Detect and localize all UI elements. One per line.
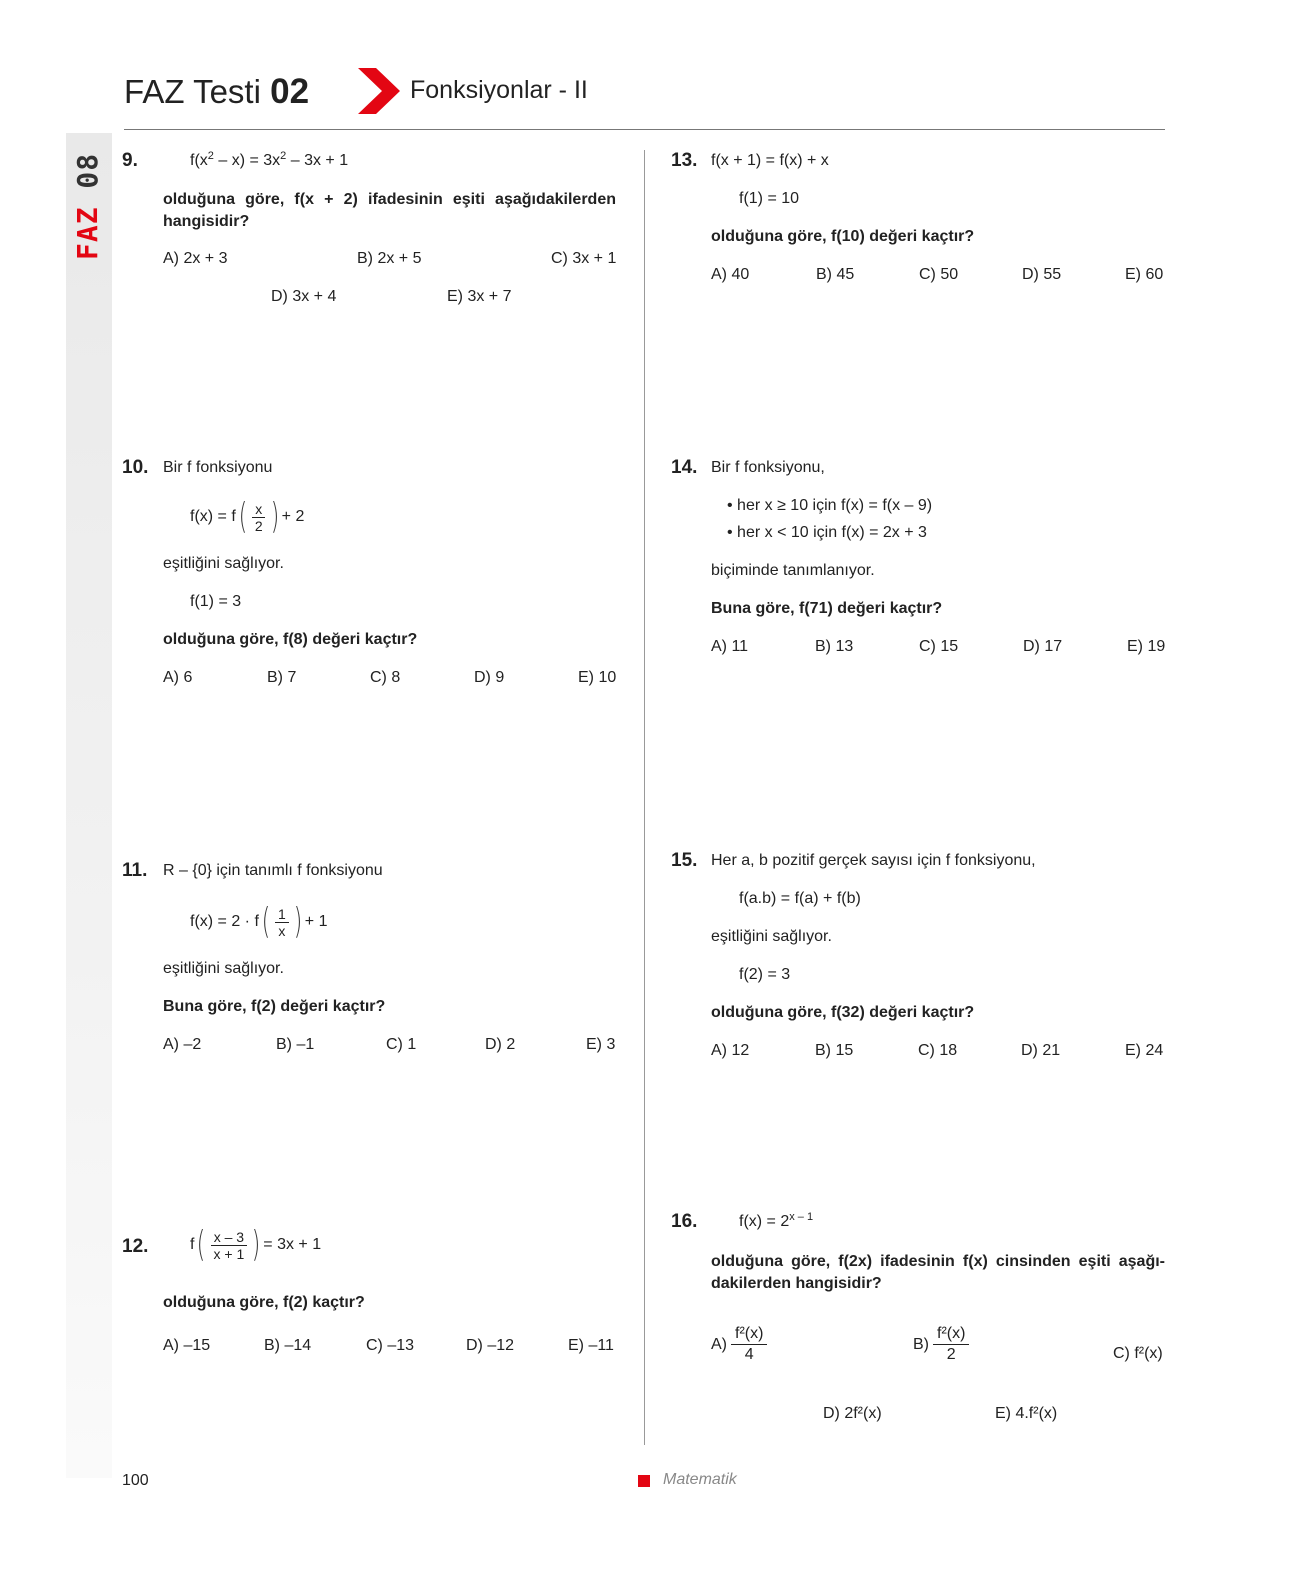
option-d[interactable]: D) 2 bbox=[485, 1036, 516, 1053]
side-label-number: 08 bbox=[71, 152, 104, 189]
option-a[interactable]: A) 11 bbox=[711, 638, 749, 655]
question-given: f(1) = 3 bbox=[190, 593, 242, 610]
option-e[interactable]: E) 3x + 7 bbox=[447, 288, 512, 305]
question-prompt: olduğuna göre, f(10) değeri kaçtır? bbox=[711, 228, 975, 245]
equation-right: + 2 bbox=[281, 508, 305, 525]
option-a[interactable]: A) –2 bbox=[163, 1036, 202, 1053]
option-e[interactable]: E) 60 bbox=[1125, 266, 1164, 283]
question-given: f(1) = 10 bbox=[739, 190, 800, 207]
question-number: 10. bbox=[122, 457, 149, 478]
option-b[interactable]: B) –1 bbox=[276, 1036, 315, 1053]
question-text: eşitliğini sağlıyor. bbox=[163, 555, 284, 572]
fraction-denominator: 4 bbox=[744, 1346, 754, 1363]
question-prompt: Buna göre, f(2) değeri kaçtır? bbox=[163, 998, 386, 1015]
question-text: eşitliğini sağlıyor. bbox=[163, 960, 284, 977]
question-intro: R – {0} için tanımlı f fonksiyonu bbox=[163, 862, 383, 879]
equation-left: f(x) = f bbox=[190, 508, 236, 525]
option-c[interactable]: C) 18 bbox=[918, 1042, 958, 1059]
option-d[interactable]: D) 9 bbox=[474, 669, 505, 686]
side-label-word: FAZ bbox=[71, 206, 104, 260]
option-fraction bbox=[933, 1324, 969, 1365]
page-title-prefix: FAZ Testi bbox=[124, 73, 271, 110]
fraction-numerator: f²(x) bbox=[933, 1324, 969, 1345]
page-title bbox=[124, 72, 309, 112]
option-b[interactable]: B) 15 bbox=[815, 1042, 854, 1059]
option-a[interactable]: A) 12 bbox=[711, 1042, 750, 1059]
page-subtitle: Fonksiyonlar - II bbox=[410, 76, 588, 104]
fraction-denominator: 2 bbox=[946, 1346, 956, 1363]
option-c[interactable]: C) 8 bbox=[370, 669, 401, 686]
fraction-denominator: x bbox=[278, 922, 286, 939]
side-strip bbox=[66, 133, 112, 1478]
option-d[interactable]: D) –12 bbox=[466, 1337, 515, 1354]
column-divider bbox=[644, 150, 645, 1445]
option-c[interactable]: C) 50 bbox=[919, 266, 959, 283]
question-equation: f(x) = 2 · f ( $\frac{1}{x}$ ) + 1 bbox=[190, 901, 328, 942]
option-b[interactable] bbox=[913, 1324, 969, 1365]
equation-right: = 3x + 1 bbox=[263, 1236, 322, 1253]
equation-fraction bbox=[252, 501, 266, 534]
option-c[interactable]: C) 1 bbox=[386, 1036, 417, 1053]
question-intro: Bir f fonksiyonu bbox=[163, 459, 273, 476]
question-number: 13. bbox=[671, 150, 698, 171]
option-b[interactable]: B) 7 bbox=[267, 669, 297, 686]
option-a[interactable]: A) 6 bbox=[163, 669, 193, 686]
question-equation: $f(x^2 - x) = 3x^2 - 3x + 1$ bbox=[190, 150, 349, 169]
fraction-numerator: f²(x) bbox=[731, 1324, 767, 1345]
equation-exponent: x – 1 bbox=[789, 1211, 814, 1223]
question-number: 11. bbox=[122, 860, 148, 881]
option-e[interactable]: E) 24 bbox=[1125, 1042, 1164, 1059]
fraction-denominator: 2 bbox=[254, 517, 263, 534]
question-equation bbox=[739, 1213, 813, 1231]
option-a[interactable]: A) 2x + 3 bbox=[163, 250, 228, 267]
equation-right: + 1 bbox=[304, 913, 328, 930]
option-a[interactable]: A) 40 bbox=[711, 266, 750, 283]
equation-left: f bbox=[190, 1236, 195, 1253]
chevron-right-icon bbox=[358, 68, 400, 114]
equation-fraction bbox=[275, 906, 289, 939]
option-b[interactable]: B) –14 bbox=[264, 1337, 312, 1354]
option-e[interactable]: E) 4.f²(x) bbox=[995, 1405, 1058, 1422]
side-label bbox=[71, 150, 111, 260]
question-number: 16. bbox=[671, 1211, 698, 1232]
option-e[interactable]: E) –11 bbox=[568, 1337, 614, 1354]
option-a[interactable] bbox=[711, 1324, 767, 1365]
option-b[interactable]: B) 45 bbox=[816, 266, 855, 283]
question-prompt: olduğuna göre, f(32) değeri kaçtır? bbox=[711, 1004, 975, 1021]
fraction-denominator: x + 1 bbox=[213, 1245, 245, 1262]
footer-subject: Matematik bbox=[663, 1471, 737, 1488]
equation-fraction bbox=[211, 1229, 248, 1262]
option-fraction bbox=[731, 1324, 767, 1365]
option-e[interactable]: E) 3 bbox=[586, 1036, 616, 1053]
fraction-numerator: 1 bbox=[275, 906, 289, 923]
fraction-numerator: x bbox=[252, 501, 265, 518]
question-prompt: olduğuna göre, f(2) kaçtır? bbox=[163, 1294, 365, 1311]
option-d[interactable]: D) 2f²(x) bbox=[823, 1405, 882, 1422]
page-title-number: 02 bbox=[270, 72, 310, 111]
option-label: B) bbox=[913, 1335, 929, 1353]
header-rule bbox=[124, 129, 1165, 130]
question-prompt: olduğuna göre, f(2x) ifadesinin f(x) cinsinden eşiti aşağı-dakilerden hangisidir? bbox=[711, 1253, 1165, 1292]
question-number: 15. bbox=[671, 850, 698, 871]
question-intro: Her a, b pozitif gerçek sayısı için f fonksiyonu, bbox=[711, 852, 1036, 869]
equation-left: f(x) = 2 · f bbox=[190, 913, 259, 930]
question-bullet: • her x < 10 için f(x) = 2x + 3 bbox=[727, 524, 927, 541]
question-given: f(2) = 3 bbox=[739, 966, 791, 983]
option-d[interactable]: D) 17 bbox=[1023, 638, 1063, 655]
page-number: 100 bbox=[122, 1472, 149, 1489]
question-number: 9. bbox=[122, 150, 138, 171]
option-e[interactable]: E) 19 bbox=[1127, 638, 1166, 655]
option-d[interactable]: D) 21 bbox=[1021, 1042, 1061, 1059]
question-equation: f ( $\frac{x - 3}{x + 1}$ ) = 3x + 1 bbox=[190, 1224, 322, 1265]
question-text: eşitliğini sağlıyor. bbox=[711, 928, 832, 945]
question-number: 12. bbox=[122, 1236, 149, 1257]
question-equation: f(x + 1) = f(x) + x bbox=[711, 152, 829, 169]
footer-square-icon bbox=[638, 1475, 650, 1487]
option-e[interactable]: E) 10 bbox=[578, 669, 617, 686]
question-bullet: • her x ≥ 10 için f(x) = f(x – 9) bbox=[727, 497, 933, 514]
question-equation: f(a.b) = f(a) + f(b) bbox=[739, 890, 861, 907]
question-text: biçiminde tanımlanıyor. bbox=[711, 562, 875, 579]
option-b[interactable]: B) 13 bbox=[815, 638, 854, 655]
equation-base: f(x) = 2 bbox=[739, 1213, 790, 1230]
option-label: A) bbox=[711, 1335, 727, 1353]
question-prompt: olduğuna göre, f(x + 2) ifadesinin eşiti aşağıdakilerden hangisidir? bbox=[163, 191, 616, 230]
option-c[interactable]: C) 3x + 1 bbox=[551, 250, 617, 267]
question-equation: f(x) = f ( $\frac{x}{2}$ ) + 2 bbox=[190, 496, 305, 537]
option-c[interactable]: C) 15 bbox=[919, 638, 959, 655]
question-prompt: Buna göre, f(71) değeri kaçtır? bbox=[711, 600, 943, 617]
fraction-numerator: x – 3 bbox=[211, 1229, 247, 1246]
question-number: 14. bbox=[671, 457, 698, 478]
option-a[interactable]: A) –15 bbox=[163, 1337, 211, 1354]
option-d[interactable]: D) 3x + 4 bbox=[271, 288, 337, 305]
option-b[interactable]: B) 2x + 5 bbox=[357, 250, 422, 267]
option-d[interactable]: D) 55 bbox=[1022, 266, 1062, 283]
question-prompt: olduğuna göre, f(8) değeri kaçtır? bbox=[163, 631, 418, 648]
option-c[interactable]: C) –13 bbox=[366, 1337, 415, 1354]
question-intro: Bir f fonksiyonu, bbox=[711, 459, 825, 476]
option-c[interactable]: C) f²(x) bbox=[1113, 1345, 1163, 1362]
